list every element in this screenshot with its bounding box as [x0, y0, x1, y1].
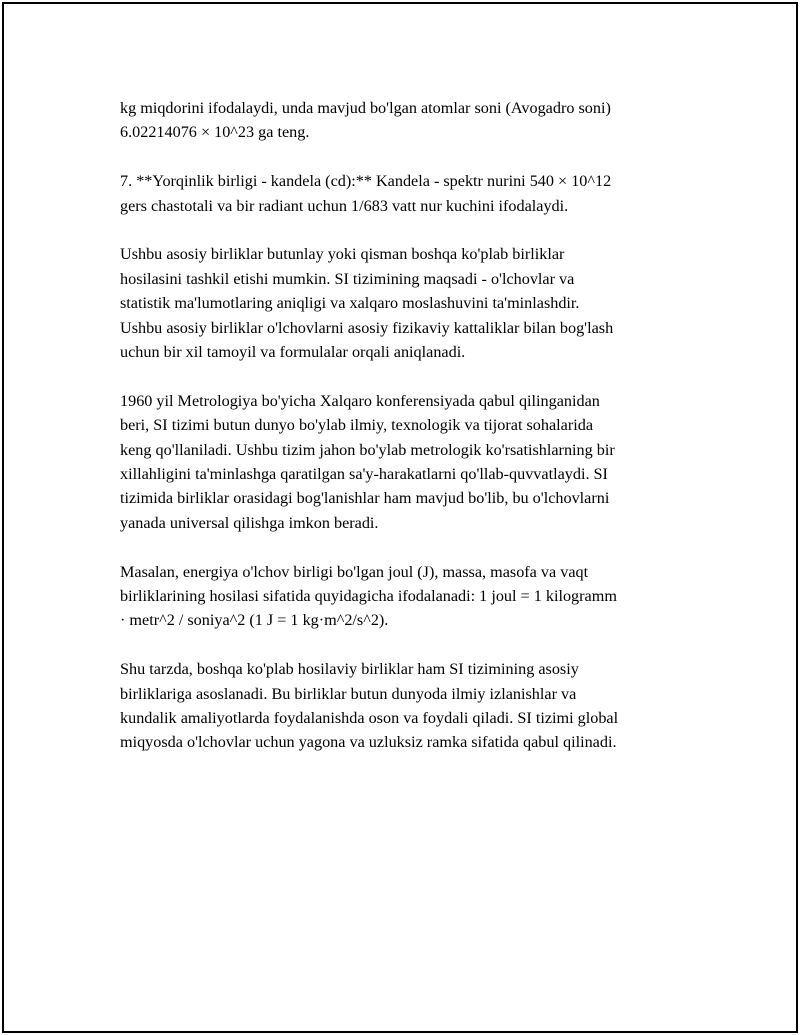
paragraph-base-units: [120, 242, 690, 364]
paragraph-history: [120, 389, 690, 535]
paragraph-joule-example: [120, 560, 690, 633]
text-line: miqyosda o'lchovlar uchun yagona va uzluksiz ramka sifatida qabul qilinadi.: [120, 733, 617, 752]
text-line: hosilasini tashkil etishi mumkin. SI tizimining maqsadi - o'lchovlar va: [120, 269, 575, 288]
text-line: yanada universal qilishga imkon beradi.: [120, 513, 379, 532]
text-line: Ushbu asosiy birliklar butunlay yoki qisman boshqa ko'plab birliklar: [120, 245, 565, 264]
text-line: birliklarining hosilasi sifatida quyidagicha ifodalanadi: 1 joul = 1 kilogramm: [120, 587, 617, 606]
text-line: · metr^2 / soniya^2 (1 J = 1 kg·m^2/s^2).: [120, 611, 389, 630]
text-line: 1960 yil Metrologiya bo'yicha Xalqaro konferensiyada qabul qilinganidan: [120, 391, 600, 410]
text-line: statistik ma'lumotlaring aniqligi va xalqaro moslashuvini ta'minlashdir.: [120, 294, 580, 313]
text-line: tizimida birliklar orasidagi bog'lanishlar ham mavjud bo'lib, bu o'lchovlarni: [120, 489, 610, 508]
text-line: uchun bir xil tamoyil va formulalar orqali aniqlanadi.: [120, 343, 466, 362]
text-line: xillahligini ta'minlashga qaratilgan sa'y-harakatlarni qo'llab-quvvatlaydi. SI: [120, 465, 608, 484]
text-line: 7. **Yorqinlik birligi - kandela (cd):** Kandela - spektr nurini 540 × 10^12: [120, 172, 612, 191]
text-line: Ushbu asosiy birliklar o'lchovlarni asosiy fizikaviy kattaliklar bilan bog'lash: [120, 318, 614, 337]
text-line: kg miqdorini ifodalaydi, unda mavjud bo'lgan atomlar soni (Avogadro soni): [120, 99, 611, 117]
text-line: kundalik amaliyotlarda foydalanishda oson va foydali qiladi. SI tizimi global: [120, 709, 619, 728]
text-line: keng qo'llaniladi. Ushbu tizim jahon bo'ylab metrologik ko'rsatishlarning bir: [120, 440, 615, 459]
text-line: Shu tarzda, boshqa ko'plab hosilaviy birliklar ham SI tizimining asosiy: [120, 660, 579, 679]
page-frame: [2, 2, 798, 1033]
document-body: [120, 96, 690, 755]
paragraph-avogadro: [120, 96, 690, 145]
paragraph-derived-units: [120, 657, 690, 755]
text-line: 6.02214076 × 10^23 ga teng.: [120, 123, 310, 142]
text-line: birliklariga asoslanadi. Bu birliklar butun dunyoda ilmiy izlanishlar va: [120, 684, 577, 703]
text-line: gers chastotali va bir radiant uchun 1/683 vatt nur kuchini ifodalaydi.: [120, 196, 569, 215]
paragraph-candela: [120, 169, 690, 218]
text-line: beri, SI tizimi butun dunyo bo'ylab ilmiy, texnologik va tijorat sohalarida: [120, 416, 594, 435]
text-line: Masalan, energiya o'lchov birligi bo'lgan joul (J), massa, masofa va vaqt: [120, 562, 589, 581]
